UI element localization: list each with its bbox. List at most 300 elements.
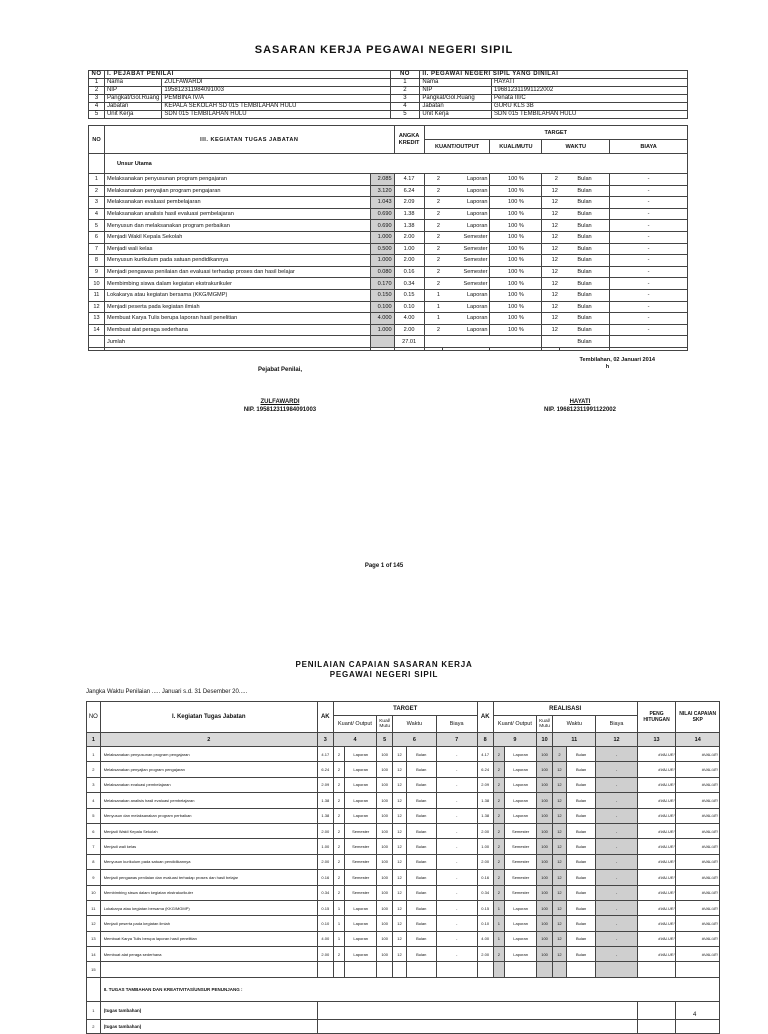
waktu-value: 12: [542, 255, 560, 267]
nilai-value: #VALUE!: [676, 931, 720, 946]
place-date: [520, 357, 655, 371]
kuant-value: 2: [424, 278, 442, 290]
waktu-value: 12: [542, 301, 560, 313]
realisasi-mutu-value: 100: [537, 747, 553, 762]
realisasi-mutu-value: 100: [537, 931, 553, 946]
row-number: 5: [87, 808, 101, 823]
row-number: 13: [89, 313, 105, 325]
realisasi-output-value: Semester: [505, 823, 537, 838]
blank-cell: [637, 962, 676, 977]
kuant-value: 2: [333, 747, 344, 762]
column-number: 10: [537, 733, 553, 747]
signer-right-nip: NIP. 196812311991122002: [544, 407, 616, 413]
satuan-value: Bulan: [406, 793, 436, 808]
page-number-2: 4: [693, 1012, 697, 1018]
kegiatan-name: Lokakarya atau kegiatan bersama (KKG/MGMP): [100, 900, 317, 915]
kegiatan-name: Menjadi peserta pada kegiatan ilmiah: [100, 916, 317, 931]
realisasi-mutu-value: 100: [537, 900, 553, 915]
no-header: NO: [89, 126, 105, 154]
ak-value: 0.34: [317, 885, 333, 900]
output-value: Semester: [442, 278, 490, 290]
realisasi-biaya-value: -: [596, 854, 637, 869]
angka-kredit-value: 2.09: [394, 197, 424, 209]
biaya-header: BIAYA: [610, 140, 688, 154]
realisasi-biaya-header: Biaya: [596, 716, 637, 733]
unsur-utama-label: Unsur Utama: [104, 154, 687, 174]
realisasi-ak-value: 0.15: [477, 900, 493, 915]
realisasi-waktu-value: 12: [553, 916, 567, 931]
column-number: 14: [676, 733, 720, 747]
identity-row: [89, 79, 688, 87]
realisasi-output-value: Laporan: [505, 916, 537, 931]
kuant-value: 1: [424, 313, 442, 325]
row-number: 1: [390, 79, 420, 87]
satuan-value: Bulan: [406, 747, 436, 762]
angka-kredit-value: 2.00: [394, 231, 424, 243]
waktu-value: 12: [542, 220, 560, 232]
realisasi-biaya-value: -: [596, 900, 637, 915]
kuant-value: 2: [424, 266, 442, 278]
angka-kredit-value: 1.38: [394, 220, 424, 232]
biaya-value: -: [610, 220, 688, 232]
waktu-value: 12: [393, 916, 407, 931]
row-number: 11: [89, 289, 105, 301]
satuan-value: Bulan: [560, 278, 610, 290]
realisasi-header: REALISASI: [493, 702, 637, 716]
column-number: 7: [436, 733, 477, 747]
column-number: 11: [553, 733, 596, 747]
row-number: 10: [87, 885, 101, 900]
row-number: 1: [89, 79, 105, 87]
blank-cell: [406, 962, 436, 977]
field-label: Pangkat/Gol.Ruang: [420, 95, 492, 103]
satuan-value: Bulan: [560, 324, 610, 336]
output-value: Semester: [345, 839, 377, 854]
mutu-value: 100: [377, 870, 393, 885]
realisasi-ak-value: 1.00: [477, 839, 493, 854]
realisasi-mutu-value: 100: [537, 870, 553, 885]
realisasi-ak-value: 4.00: [477, 931, 493, 946]
satuan-value: Bulan: [406, 916, 436, 931]
output-value: Semester: [442, 255, 490, 267]
row-number: 6: [89, 231, 105, 243]
pejabat-penilai-label: Pejabat Penilai,: [257, 367, 303, 373]
blank-cell: [477, 962, 493, 977]
realisasi-biaya-value: -: [596, 870, 637, 885]
realisasi-satuan-value: Bulan: [566, 808, 596, 823]
realisasi-kuant-value: 2: [493, 793, 504, 808]
mutu-value: 100 %: [490, 313, 542, 325]
realisasi-waktu-value: 12: [553, 839, 567, 854]
penilaian-header-row: [87, 702, 720, 716]
nilai-value: #VALUE!: [676, 762, 720, 777]
target-header: TARGET: [333, 702, 477, 716]
realisasi-ak-value: 2.00: [477, 947, 493, 962]
realisasi-kuant-value: 1: [493, 900, 504, 915]
jumlah-label: Jumlah: [104, 336, 370, 348]
kegiatan-name: Menjadi pengawas penilaian dan evaluasi terhadap proses dan hasil belajar: [100, 870, 317, 885]
blank-cell: [493, 962, 504, 977]
kuant-value: 2: [424, 220, 442, 232]
satuan-value: Bulan: [406, 931, 436, 946]
kuant-value: 1: [333, 900, 344, 915]
biaya-value: -: [436, 839, 477, 854]
output-value: Laporan: [442, 185, 490, 197]
kegiatan-row: [89, 289, 688, 301]
angka-kredit-value: 2.00: [394, 324, 424, 336]
mutu-value: 100 %: [490, 266, 542, 278]
field-label: Nama: [104, 79, 161, 87]
mutu-value: 100 %: [490, 220, 542, 232]
kuant-value: 2: [424, 255, 442, 267]
kegiatan-row: [89, 185, 688, 197]
field-value: PEMBINA IV/A: [162, 95, 390, 103]
kegiatan-name: Membuat Karya Tulis berupa laporan hasil penelitian: [100, 931, 317, 946]
bobot-value: 2.085: [370, 174, 394, 186]
satuan-value: Bulan: [406, 823, 436, 838]
ak-header: AK: [317, 702, 333, 733]
bobot-value: 0.690: [370, 208, 394, 220]
kegiatan-name: Menjadi wali kelas: [104, 243, 370, 255]
biaya-value: -: [436, 777, 477, 792]
row-number: 2: [87, 1019, 101, 1033]
realisasi-kuant-value: 2: [493, 870, 504, 885]
penghitungan-value: #VALUE!: [637, 823, 676, 838]
field-value: SDN 015 TEMBILAHAN HULU: [492, 111, 688, 119]
waktu-value: 12: [393, 823, 407, 838]
spacer-row: [89, 347, 688, 350]
field-value: SDN 015 TEMBILAHAN HULU: [162, 111, 390, 119]
satuan-value: Bulan: [406, 808, 436, 823]
penilaian-row: [87, 931, 720, 946]
nilai-value: #VALUE!: [676, 777, 720, 792]
field-value: Penata III/C: [492, 95, 688, 103]
bobot-value: 1.000: [370, 255, 394, 267]
kegiatan-row: [89, 301, 688, 313]
penilaian-title: [0, 660, 768, 680]
kegiatan-name: Melaksanakan evaluasi pembelajaran: [100, 777, 317, 792]
biaya-value: -: [610, 313, 688, 325]
waktu-value: 12: [393, 870, 407, 885]
output-value: Laporan: [442, 197, 490, 209]
field-label: Pangkat/Gol.Ruang: [104, 95, 161, 103]
nilai-value: #VALUE!: [676, 854, 720, 869]
realisasi-satuan-value: Bulan: [566, 947, 596, 962]
bobot-value: 0.170: [370, 278, 394, 290]
nilai-value: #VALUE!: [676, 747, 720, 762]
realisasi-kual-header: Kual/ Mutu: [537, 716, 553, 733]
penghitungan-value: #VALUE!: [637, 870, 676, 885]
blank-cell: [87, 977, 101, 1001]
blank-cell: [566, 962, 596, 977]
unsur-utama-row: [89, 154, 688, 174]
realisasi-waktu-value: 12: [553, 870, 567, 885]
waktu-value: 12: [542, 185, 560, 197]
kuant-value: 2: [333, 777, 344, 792]
nilai-value: #VALUE!: [676, 916, 720, 931]
biaya-value: -: [610, 266, 688, 278]
realisasi-satuan-value: Bulan: [566, 870, 596, 885]
kuant-value: 2: [424, 208, 442, 220]
blank-cell: [676, 1019, 720, 1033]
penilaian-row: [87, 854, 720, 869]
field-label: NIP: [104, 87, 161, 95]
realisasi-output-value: Laporan: [505, 747, 537, 762]
kegiatan-header: III. KEGIATAN TUGAS JABATAN: [104, 126, 394, 154]
kuant-value: 2: [424, 197, 442, 209]
bobot-value: 1.000: [370, 231, 394, 243]
row-number: 8: [87, 854, 101, 869]
kuant-value: 2: [333, 808, 344, 823]
realisasi-satuan-value: Bulan: [566, 762, 596, 777]
pejabat-penilai-header: I. PEJABAT PENILAI: [104, 71, 390, 79]
waktu-value: 12: [393, 793, 407, 808]
ak-value: 2.09: [317, 777, 333, 792]
penilaian-row: [87, 947, 720, 962]
realisasi-mutu-value: 100: [537, 823, 553, 838]
penilaian-row: [87, 762, 720, 777]
field-label: NIP: [420, 87, 492, 95]
satuan-value: Bulan: [406, 777, 436, 792]
blank-cell: [610, 336, 688, 348]
penghitungan-value: #VALUE!: [637, 947, 676, 962]
penilaian-row: [87, 747, 720, 762]
waktu-value: 12: [393, 900, 407, 915]
penghitungan-value: #VALUE!: [637, 747, 676, 762]
penghitungan-value: #VALUE!: [637, 762, 676, 777]
satuan-value: Bulan: [406, 839, 436, 854]
realisasi-kuant-value: 2: [493, 762, 504, 777]
realisasi-output-value: Semester: [505, 870, 537, 885]
realisasi-waktu-value: 12: [553, 885, 567, 900]
output-value: Laporan: [345, 762, 377, 777]
kegiatan-row: [89, 255, 688, 267]
row-number: 3: [390, 95, 420, 103]
kuant-value: 2: [424, 174, 442, 186]
kegiatan-row: [89, 313, 688, 325]
row-number: 9: [87, 870, 101, 885]
row-number: 4: [89, 103, 105, 111]
target-waktu-header: Waktu: [393, 716, 436, 733]
field-label: Unit Kerja: [420, 111, 492, 119]
blank-cell: [333, 962, 344, 977]
output-value: Laporan: [345, 947, 377, 962]
signer-left-nip: NIP. 195812311984091003: [243, 407, 317, 413]
realisasi-output-value: Laporan: [505, 900, 537, 915]
blank-cell: [424, 336, 542, 348]
blank-cell: [505, 962, 537, 977]
penilaian-title-line2: PEGAWAI NEGERI SIPIL: [329, 670, 439, 679]
identity-row: [89, 111, 688, 119]
realisasi-ak-value: 1.38: [477, 808, 493, 823]
realisasi-kuant-value: 2: [493, 947, 504, 962]
penghitungan-value: #VALUE!: [637, 777, 676, 792]
output-value: Laporan: [345, 747, 377, 762]
angka-kredit-header: ANGKA KREDIT: [394, 126, 424, 154]
angka-kredit-value: 1.00: [394, 243, 424, 255]
blank-cell: [89, 347, 105, 350]
biaya-value: -: [436, 916, 477, 931]
realisasi-waktu-value: 12: [553, 793, 567, 808]
blank-cell: [317, 962, 333, 977]
kegiatan-row: [89, 220, 688, 232]
row-number: 7: [89, 243, 105, 255]
mutu-value: 100 %: [490, 278, 542, 290]
realisasi-ak-value: 1.38: [477, 793, 493, 808]
penghitungan-value: #VALUE!: [637, 931, 676, 946]
output-value: Semester: [345, 885, 377, 900]
waktu-value: 12: [542, 278, 560, 290]
kegiatan-name: Menyusun kurikulum pada satuan pendidikannya: [104, 255, 370, 267]
kuant-value: 2: [333, 854, 344, 869]
column-number: 4: [333, 733, 376, 747]
realisasi-waktu-value: 12: [553, 854, 567, 869]
row-number: 14: [89, 324, 105, 336]
ak-value: 0.15: [317, 900, 333, 915]
field-label: Nama: [420, 79, 492, 87]
penghitungan-value: #VALUE!: [637, 839, 676, 854]
realisasi-biaya-value: -: [596, 823, 637, 838]
mutu-value: 100: [377, 854, 393, 869]
biaya-value: -: [436, 900, 477, 915]
satuan-value: Bulan: [560, 197, 610, 209]
row-number: 15: [87, 962, 101, 977]
mutu-value: 100 %: [490, 301, 542, 313]
blank-cell: [104, 347, 370, 350]
kegiatan-row: [89, 278, 688, 290]
blank-cell: [610, 347, 688, 350]
biaya-value: -: [436, 854, 477, 869]
column-number: 8: [477, 733, 493, 747]
mutu-value: 100 %: [490, 208, 542, 220]
angka-kredit-value: 6.24: [394, 185, 424, 197]
realisasi-waktu-value: 12: [553, 900, 567, 915]
kuant-value: 2: [333, 823, 344, 838]
row-number: 8: [89, 255, 105, 267]
kuant-value: 1: [424, 301, 442, 313]
mutu-value: 100: [377, 931, 393, 946]
blank-cell: [637, 1019, 676, 1033]
angka-kredit-value: 0.34: [394, 278, 424, 290]
blank-cell: [100, 962, 317, 977]
blank-cell: [490, 347, 542, 350]
kegiatan-name: Membimbing siswa dalam kegiatan ekstrakurikuler: [104, 278, 370, 290]
jumlah-ak: 27.01: [394, 336, 424, 348]
realisasi-output-value: Semester: [505, 885, 537, 900]
realisasi-biaya-value: -: [596, 839, 637, 854]
row-number: 1: [87, 747, 101, 762]
identity-table: [88, 70, 688, 119]
bobot-value: 3.120: [370, 185, 394, 197]
biaya-value: -: [436, 885, 477, 900]
ak-value: 4.17: [317, 747, 333, 762]
waktu-value: 12: [542, 289, 560, 301]
output-value: Laporan: [442, 174, 490, 186]
biaya-value: -: [610, 208, 688, 220]
kegiatan-name: Menjadi Wakil Kepala Sekolah: [100, 823, 317, 838]
biaya-value: -: [436, 747, 477, 762]
penghitungan-value: #VALUE!: [637, 885, 676, 900]
biaya-value: -: [610, 197, 688, 209]
output-value: Laporan: [442, 220, 490, 232]
realisasi-waktu-value: 2: [553, 747, 567, 762]
blank-cell: [537, 962, 553, 977]
realisasi-satuan-value: Bulan: [566, 885, 596, 900]
mutu-value: 100 %: [490, 255, 542, 267]
kegiatan-name: Melaksanakan penyajian program pengajaran: [104, 185, 370, 197]
blank-cell: [553, 962, 567, 977]
angka-kredit-value: 2.00: [394, 255, 424, 267]
realisasi-kuant-value: 1: [493, 916, 504, 931]
field-value: 195812311984091003: [162, 87, 390, 95]
realisasi-biaya-value: -: [596, 885, 637, 900]
output-value: Laporan: [442, 208, 490, 220]
blank-cell: [596, 962, 637, 977]
realisasi-mutu-value: 100: [537, 854, 553, 869]
target-kual-header: Kual/ Mutu: [377, 716, 393, 733]
satuan-value: Bulan: [406, 854, 436, 869]
mutu-value: 100: [377, 747, 393, 762]
realisasi-waktu-value: 12: [553, 947, 567, 962]
blank-cell: [394, 347, 424, 350]
waktu-value: 12: [542, 313, 560, 325]
target-kuant-header: Kuant/ Output: [333, 716, 376, 733]
realisasi-output-value: Laporan: [505, 777, 537, 792]
field-label: Unit Kerja: [104, 111, 161, 119]
row-number: 1: [87, 1001, 101, 1019]
kegiatan-name: Menyusun kurikulum pada satuan pendidikannya: [100, 854, 317, 869]
output-value: Laporan: [345, 931, 377, 946]
realisasi-kuant-value: 2: [493, 823, 504, 838]
mutu-value: 100: [377, 916, 393, 931]
biaya-value: -: [436, 931, 477, 946]
realisasi-biaya-value: -: [596, 762, 637, 777]
biaya-value: -: [610, 185, 688, 197]
kegiatan-name: Menjadi wali kelas: [100, 839, 317, 854]
output-value: Semester: [345, 823, 377, 838]
kegiatan-name: Membimbing siswa dalam kegiatan ekstrakurikuler: [100, 885, 317, 900]
row-number: 3: [87, 777, 101, 792]
row-number: 4: [87, 793, 101, 808]
satuan-value: Bulan: [560, 220, 610, 232]
row-number: 12: [89, 301, 105, 313]
pns-dinilai-header: II. PEGAWAI NEGERI SIPIL YANG DINILAI: [420, 71, 688, 79]
column-number: 5: [377, 733, 393, 747]
mutu-value: 100: [377, 808, 393, 823]
nilai-value: #VALUE!: [676, 793, 720, 808]
realisasi-ak-value: 4.17: [477, 747, 493, 762]
penilaian-row: [87, 823, 720, 838]
kegiatan-name: Melaksanakan penyajian program pengajaran: [100, 762, 317, 777]
kegiatan-header: I. Kegiatan Tugas Jabatan: [100, 702, 317, 733]
waktu-header: WAKTU: [542, 140, 610, 154]
place-date-tail: h: [605, 364, 610, 370]
realisasi-kuant-value: 2: [493, 747, 504, 762]
mutu-value: 100 %: [490, 197, 542, 209]
output-value: Laporan: [442, 289, 490, 301]
realisasi-output-value: Laporan: [505, 947, 537, 962]
realisasi-kuant-value: 2: [493, 777, 504, 792]
mutu-value: 100: [377, 777, 393, 792]
realisasi-satuan-value: Bulan: [566, 793, 596, 808]
kegiatan-row: [89, 208, 688, 220]
kegiatan-table: [88, 125, 688, 351]
jumlah-row: [89, 336, 688, 348]
ak-value: 1.38: [317, 793, 333, 808]
row-number: 2: [89, 87, 105, 95]
mutu-value: 100 %: [490, 243, 542, 255]
penilaian-row: [87, 916, 720, 931]
